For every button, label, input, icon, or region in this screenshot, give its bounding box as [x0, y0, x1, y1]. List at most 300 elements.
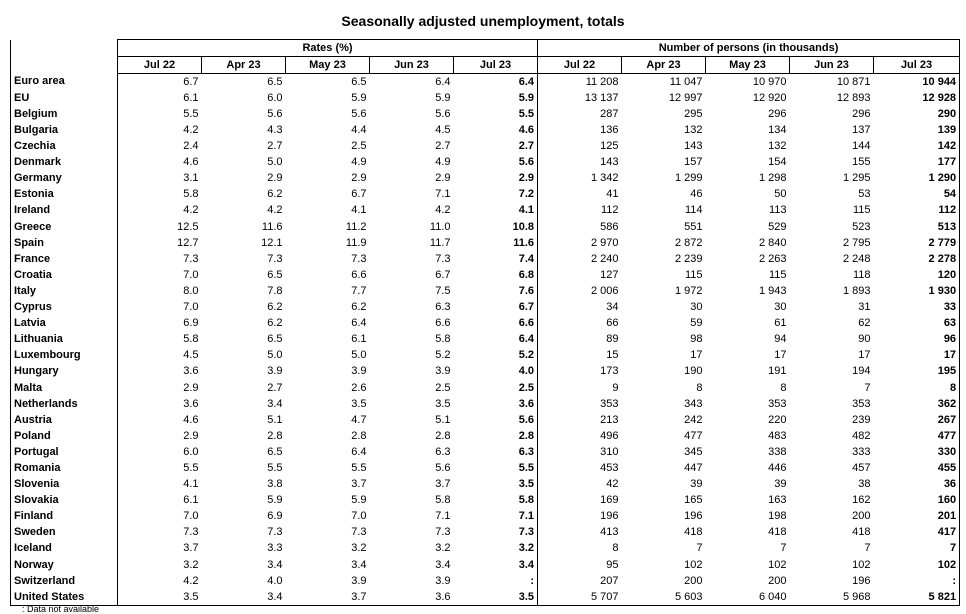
rates-value-cell: 11.2: [345, 220, 367, 233]
persons-period-header: Jun 23: [790, 57, 874, 74]
persons-value-cell: 2 970: [538, 235, 622, 251]
persons-value-cell: 132: [684, 124, 703, 137]
country-cell: Greece: [11, 219, 118, 235]
persons-value-cell: 2 795: [842, 236, 871, 249]
persons-value-cell: 330: [874, 444, 960, 460]
persons-value-cell: 12 928: [874, 90, 960, 106]
persons-value-cell: 10 944: [874, 74, 960, 91]
rates-value-cell: 3.6: [118, 396, 202, 412]
rates-value-cell: 3.2: [351, 542, 367, 555]
persons-value-cell: 198: [768, 510, 787, 523]
rates-value-cell: 6.1: [118, 493, 202, 509]
country-cell: Germany: [11, 171, 118, 187]
persons-value-cell: 457: [852, 461, 871, 474]
rates-value-cell: 12.5: [118, 219, 202, 235]
persons-value-cell: 125: [538, 139, 622, 155]
persons-value-cell: 127: [538, 267, 622, 283]
rates-value-cell: 5.5: [518, 461, 535, 474]
rates-value-cell: 4.9: [351, 156, 367, 169]
persons-value-cell: 143: [684, 140, 703, 153]
persons-value-cell: 42: [538, 477, 622, 493]
rates-value-cell: 2.7: [435, 140, 451, 153]
rates-value-cell: 4.0: [267, 574, 283, 587]
rates-value-cell: 7.3: [267, 252, 283, 265]
table-row: [11, 139, 960, 155]
rates-value-cell: 4.6: [518, 124, 535, 137]
rates-value-cell: 7.6: [518, 284, 535, 297]
persons-value-cell: 53: [858, 188, 871, 201]
country-cell: Euro area: [11, 74, 118, 91]
rates-value-cell: 3.9: [351, 574, 367, 587]
rates-value-cell: 6.3: [435, 301, 451, 314]
rates-value-cell: 6.1: [351, 333, 367, 346]
persons-value-cell: 220: [768, 413, 787, 426]
rates-value-cell: 2.6: [351, 381, 367, 394]
country-cell: Romania: [11, 460, 118, 476]
rates-value-cell: 3.7: [351, 478, 367, 491]
table-row: [11, 267, 960, 283]
persons-value-cell: 120: [874, 267, 960, 283]
table-row: [11, 444, 960, 460]
persons-value-cell: 196: [852, 574, 871, 587]
persons-value-cell: 139: [874, 122, 960, 138]
country-cell: Malta: [11, 380, 118, 396]
rates-value-cell: 5.8: [118, 332, 202, 348]
country-cell: Luxembourg: [11, 348, 118, 364]
persons-value-cell: 17: [774, 349, 787, 362]
rates-value-cell: 12.7: [118, 235, 202, 251]
rates-value-cell: 5.1: [435, 413, 451, 426]
table-row: [11, 171, 960, 187]
persons-value-cell: 195: [874, 364, 960, 380]
persons-value-cell: 2 248: [842, 252, 871, 265]
country-cell: Norway: [11, 557, 118, 573]
rates-value-cell: 6.2: [351, 301, 367, 314]
rates-value-cell: 5.5: [267, 461, 283, 474]
rates-value-cell: 2.5: [351, 140, 367, 153]
table-row: [11, 573, 960, 589]
table-row: [11, 380, 960, 396]
country-cell: Switzerland: [11, 573, 118, 589]
rates-value-cell: 2.7: [267, 381, 283, 394]
country-cell: Austria: [11, 412, 118, 428]
persons-value-cell: 165: [684, 494, 703, 507]
persons-value-cell: 38: [858, 478, 871, 491]
persons-value-cell: 115: [684, 268, 703, 281]
persons-value-cell: 267: [874, 412, 960, 428]
rates-value-cell: 7.3: [351, 252, 367, 265]
rates-value-cell: 6.8: [518, 268, 535, 281]
rates-value-cell: 2.7: [267, 140, 283, 153]
rates-value-cell: 2.8: [518, 429, 535, 442]
persons-value-cell: 102: [852, 558, 871, 571]
persons-value-cell: 239: [852, 413, 871, 426]
rates-value-cell: 3.4: [351, 558, 367, 571]
rates-value-cell: 4.2: [118, 203, 202, 219]
persons-value-cell: 39: [690, 478, 703, 491]
persons-value-cell: 353: [538, 396, 622, 412]
persons-value-cell: 513: [874, 219, 960, 235]
rates-value-cell: 11.7: [429, 236, 451, 249]
rates-value-cell: 6.9: [267, 510, 283, 523]
rates-value-cell: 5.5: [118, 106, 202, 122]
persons-group-header: Number of persons (in thousands): [538, 40, 960, 57]
rates-value-cell: 7.1: [435, 188, 451, 201]
persons-value-cell: 7: [864, 542, 871, 555]
rates-value-cell: 5.6: [435, 461, 451, 474]
table-row: [11, 235, 960, 251]
table-row: [11, 460, 960, 476]
rates-value-cell: 4.0: [518, 365, 535, 378]
country-cell: Bulgaria: [11, 122, 118, 138]
persons-value-cell: 413: [538, 525, 622, 541]
rates-value-cell: 5.6: [351, 107, 367, 120]
rates-value-cell: 4.6: [118, 412, 202, 428]
country-cell: Ireland: [11, 203, 118, 219]
persons-value-cell: 2 239: [674, 252, 703, 265]
persons-value-cell: 2 240: [538, 251, 622, 267]
country-cell: Slovakia: [11, 493, 118, 509]
rates-value-cell: 7.1: [518, 510, 535, 523]
persons-value-cell: 482: [852, 429, 871, 442]
persons-value-cell: 13 137: [538, 90, 622, 106]
rates-value-cell: 4.2: [435, 204, 451, 217]
persons-value-cell: 46: [690, 188, 703, 201]
rates-value-cell: 10.8: [512, 220, 535, 233]
rates-value-cell: 5.9: [267, 494, 283, 507]
persons-value-cell: 7: [864, 381, 871, 394]
persons-value-cell: 96: [874, 332, 960, 348]
rates-value-cell: 4.2: [118, 573, 202, 589]
persons-value-cell: 287: [538, 106, 622, 122]
rates-value-cell: 4.2: [118, 122, 202, 138]
persons-value-cell: 102: [874, 557, 960, 573]
table-row: [11, 219, 960, 235]
table-title: Seasonally adjusted unemployment, totals: [341, 13, 625, 29]
rates-value-cell: 5.2: [435, 349, 451, 362]
persons-value-cell: 118: [852, 268, 871, 281]
country-cell: Hungary: [11, 364, 118, 380]
rates-value-cell: 4.1: [518, 204, 535, 217]
table-row: [11, 155, 960, 171]
persons-value-cell: 8: [780, 381, 787, 394]
rates-value-cell: 3.7: [118, 541, 202, 557]
persons-value-cell: 173: [538, 364, 622, 380]
rates-value-cell: 7.5: [435, 284, 451, 297]
persons-value-cell: 551: [684, 220, 703, 233]
rates-value-cell: 3.5: [518, 478, 535, 491]
rates-value-cell: 4.9: [435, 156, 451, 169]
rates-value-cell: 3.5: [435, 397, 451, 410]
table-row: [11, 509, 960, 525]
persons-value-cell: 1 299: [674, 172, 703, 185]
persons-value-cell: 162: [852, 494, 871, 507]
persons-value-cell: 2 278: [874, 251, 960, 267]
rates-value-cell: 4.3: [267, 124, 283, 137]
persons-value-cell: 290: [874, 106, 960, 122]
persons-value-cell: 207: [538, 573, 622, 589]
persons-value-cell: 242: [684, 413, 703, 426]
rates-value-cell: 7.3: [118, 525, 202, 541]
rates-value-cell: 3.5: [454, 589, 538, 606]
persons-value-cell: 63: [874, 316, 960, 332]
persons-value-cell: 89: [538, 332, 622, 348]
country-cell: Italy: [11, 283, 118, 299]
rates-value-cell: 6.4: [351, 317, 367, 330]
table-row: [11, 283, 960, 299]
table-row: [11, 477, 960, 493]
persons-value-cell: 177: [874, 155, 960, 171]
rates-value-cell: 5.9: [518, 91, 535, 104]
persons-value-cell: 1 295: [842, 172, 871, 185]
rates-value-cell: 5.8: [518, 494, 535, 507]
rates-value-cell: 4.4: [351, 124, 367, 137]
persons-value-cell: 296: [768, 107, 787, 120]
rates-value-cell: 2.4: [118, 139, 202, 155]
persons-period-header: Jul 23: [874, 57, 960, 74]
rates-value-cell: 6.9: [118, 316, 202, 332]
persons-value-cell: 196: [538, 509, 622, 525]
rates-value-cell: 4.1: [351, 204, 367, 217]
country-cell: Slovenia: [11, 477, 118, 493]
persons-value-cell: 15: [538, 348, 622, 364]
persons-value-cell: 2 840: [758, 236, 787, 249]
table-row: [11, 90, 960, 106]
persons-value-cell: 213: [538, 412, 622, 428]
persons-value-cell: 10 970: [752, 75, 787, 88]
persons-value-cell: 36: [874, 477, 960, 493]
persons-value-cell: 1 290: [874, 171, 960, 187]
rates-value-cell: 3.6: [518, 397, 535, 410]
persons-value-cell: 2 006: [538, 283, 622, 299]
persons-value-cell: 115: [768, 268, 787, 281]
persons-value-cell: 200: [852, 510, 871, 523]
rates-value-cell: 2.8: [435, 429, 451, 442]
rates-value-cell: 2.9: [518, 172, 535, 185]
rates-value-cell: 7.4: [518, 252, 535, 265]
persons-value-cell: 136: [538, 122, 622, 138]
rates-value-cell: 5.9: [351, 494, 367, 507]
rates-value-cell: 7.0: [351, 510, 367, 523]
rates-value-cell: 3.9: [435, 365, 451, 378]
rates-value-cell: 5.0: [267, 349, 283, 362]
rates-value-cell: 5.8: [435, 333, 451, 346]
rates-value-cell: 7.3: [267, 526, 283, 539]
persons-value-cell: 295: [684, 107, 703, 120]
persons-period-header: May 23: [706, 57, 790, 74]
persons-value-cell: 10 871: [836, 75, 871, 88]
country-cell: Belgium: [11, 106, 118, 122]
country-cell: Finland: [11, 509, 118, 525]
persons-value-cell: 61: [774, 317, 787, 330]
persons-value-cell: 132: [768, 140, 787, 153]
rates-value-cell: 5.8: [118, 187, 202, 203]
country-cell: Lithuania: [11, 332, 118, 348]
persons-value-cell: 200: [768, 574, 787, 587]
table-row: [11, 557, 960, 573]
rates-value-cell: 7.0: [118, 300, 202, 316]
country-cell: France: [11, 251, 118, 267]
rates-value-cell: 4.6: [118, 155, 202, 171]
rates-value-cell: 4.7: [351, 413, 367, 426]
rates-value-cell: 5.2: [518, 349, 535, 362]
persons-value-cell: 343: [684, 397, 703, 410]
country-cell: Czechia: [11, 139, 118, 155]
table-row: [11, 412, 960, 428]
rates-value-cell: 7.8: [267, 284, 283, 297]
rates-value-cell: 6.4: [351, 445, 367, 458]
persons-value-cell: 169: [538, 493, 622, 509]
persons-value-cell: 2 779: [874, 235, 960, 251]
persons-value-cell: 353: [852, 397, 871, 410]
rates-value-cell: 7.7: [351, 284, 367, 297]
persons-value-cell: 39: [774, 478, 787, 491]
rates-value-cell: 3.6: [370, 589, 454, 606]
persons-value-cell: 477: [684, 429, 703, 442]
persons-value-cell: 196: [684, 510, 703, 523]
rates-value-cell: 3.2: [518, 542, 535, 555]
rates-value-cell: 6.6: [435, 317, 451, 330]
persons-value-cell: 114: [684, 204, 703, 217]
persons-value-cell: 1 298: [758, 172, 787, 185]
country-cell: Netherlands: [11, 396, 118, 412]
unemployment-table: [10, 39, 960, 606]
rates-value-cell: 6.6: [518, 317, 535, 330]
persons-value-cell: 447: [684, 461, 703, 474]
rates-value-cell: 5.5: [351, 461, 367, 474]
persons-period-header: Apr 23: [622, 57, 706, 74]
rates-value-cell: 7.2: [518, 188, 535, 201]
persons-value-cell: 191: [768, 365, 787, 378]
rates-value-cell: 3.9: [435, 574, 451, 587]
table-row: [11, 251, 960, 267]
rates-value-cell: 5.0: [267, 156, 283, 169]
persons-value-cell: 34: [538, 300, 622, 316]
rates-value-cell: 2.7: [518, 140, 535, 153]
persons-value-cell: 54: [874, 187, 960, 203]
persons-value-cell: 2 263: [758, 252, 787, 265]
rates-value-cell: 3.4: [435, 558, 451, 571]
persons-value-cell: 163: [768, 494, 787, 507]
rates-period-header: Jun 23: [370, 57, 454, 74]
rates-value-cell: 2.9: [118, 428, 202, 444]
table-row: [11, 541, 960, 557]
country-cell: Sweden: [11, 525, 118, 541]
persons-value-cell: 310: [538, 444, 622, 460]
persons-value-cell: 11 208: [538, 74, 622, 91]
country-cell: Latvia: [11, 316, 118, 332]
rates-value-cell: 5.5: [518, 107, 535, 120]
persons-value-cell: 7: [696, 542, 703, 555]
persons-value-cell: 8: [538, 541, 622, 557]
persons-value-cell: 190: [684, 365, 703, 378]
rates-value-cell: 3.7: [435, 478, 451, 491]
table-row: [11, 332, 960, 348]
persons-value-cell: 154: [768, 156, 787, 169]
persons-value-cell: 8: [696, 381, 703, 394]
rates-value-cell: 6.5: [267, 445, 283, 458]
persons-value-cell: 201: [874, 509, 960, 525]
table-row: [11, 187, 960, 203]
country-cell: Spain: [11, 235, 118, 251]
rates-value-cell: 6.0: [267, 91, 283, 104]
persons-value-cell: 345: [684, 445, 703, 458]
persons-value-cell: 17: [874, 348, 960, 364]
rates-value-cell: 6.3: [435, 445, 451, 458]
rates-value-cell: 2.8: [267, 429, 283, 442]
rates-value-cell: 6.0: [118, 444, 202, 460]
rates-period-header: Jul 23: [454, 57, 538, 74]
persons-value-cell: 1 342: [538, 171, 622, 187]
rates-value-cell: 3.4: [267, 558, 283, 571]
table-row: [11, 493, 960, 509]
country-cell: United States: [11, 589, 118, 606]
rates-value-cell: 7.3: [518, 526, 535, 539]
rates-value-cell: 3.8: [267, 478, 283, 491]
persons-value-cell: 12 997: [668, 91, 703, 104]
persons-value-cell: 94: [774, 333, 787, 346]
rates-value-cell: 6.2: [267, 317, 283, 330]
rates-value-cell: 6.4: [435, 75, 451, 88]
persons-value-cell: 112: [874, 203, 960, 219]
rates-group-header: Rates (%): [118, 40, 538, 57]
rates-value-cell: 3.6: [118, 364, 202, 380]
persons-value-cell: 418: [684, 526, 703, 539]
rates-value-cell: 7.3: [118, 251, 202, 267]
persons-value-cell: 62: [858, 317, 871, 330]
rates-value-cell: 4.2: [267, 204, 283, 217]
country-cell: EU: [11, 90, 118, 106]
persons-value-cell: 50: [774, 188, 787, 201]
persons-value-cell: 200: [684, 574, 703, 587]
country-cell: Portugal: [11, 444, 118, 460]
rates-value-cell: 7.3: [435, 526, 451, 539]
table-row: [11, 106, 960, 122]
rates-value-cell: 6.5: [351, 75, 367, 88]
persons-value-cell: 102: [768, 558, 787, 571]
persons-value-cell: 523: [852, 220, 871, 233]
persons-value-cell: 5 707: [538, 589, 622, 606]
persons-value-cell: 5 968: [790, 589, 874, 606]
persons-value-cell: 142: [874, 139, 960, 155]
persons-value-cell: 5 821: [874, 589, 960, 606]
rates-value-cell: 3.9: [351, 365, 367, 378]
rates-value-cell: 3.4: [267, 397, 283, 410]
rates-value-cell: 6.2: [267, 301, 283, 314]
rates-value-cell: 5.0: [351, 349, 367, 362]
rates-value-cell: 5.6: [267, 107, 283, 120]
persons-period-header: Jul 22: [538, 57, 622, 74]
persons-value-cell: 113: [768, 204, 787, 217]
persons-value-cell: 296: [852, 107, 871, 120]
rates-value-cell: 3.2: [435, 542, 451, 555]
persons-value-cell: 338: [768, 445, 787, 458]
persons-value-cell: 7: [780, 542, 787, 555]
rates-value-cell: 5.5: [118, 460, 202, 476]
rates-value-cell: 6.5: [267, 75, 283, 88]
rates-period-header: Apr 23: [202, 57, 286, 74]
rates-value-cell: 2.9: [435, 172, 451, 185]
persons-value-cell: 496: [538, 428, 622, 444]
rates-value-cell: 6.5: [267, 333, 283, 346]
persons-value-cell: 1 893: [842, 284, 871, 297]
table-row: [11, 74, 960, 91]
rates-value-cell: 7.3: [435, 252, 451, 265]
rates-value-cell: 4.5: [435, 124, 451, 137]
persons-value-cell: 477: [874, 428, 960, 444]
persons-value-cell: 1 930: [874, 283, 960, 299]
rates-value-cell: 4.5: [118, 348, 202, 364]
